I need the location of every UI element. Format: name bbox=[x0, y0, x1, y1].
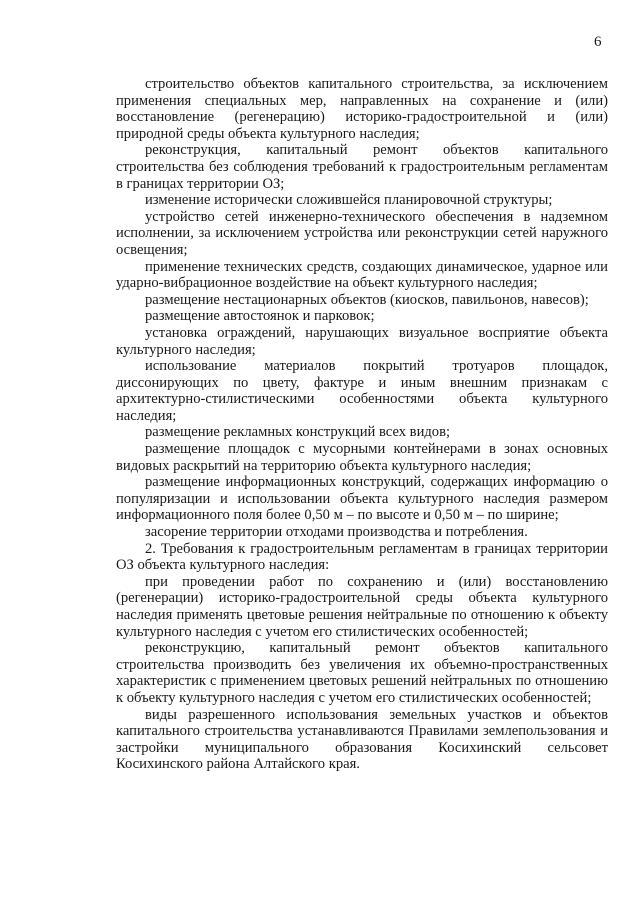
paragraph: размещение площадок с мусорными контейнерами в зонах основных видовых раскрытий на территорию объекта культурного наследия; bbox=[116, 441, 608, 474]
paragraph: устройство сетей инженерно-технического обеспечения в надземном исполнении, за исключением устройства или реконструкции сетей наружного освещения; bbox=[116, 208, 608, 258]
paragraph: размещение рекламных конструкций всех видов; bbox=[145, 424, 451, 441]
paragraph: строительство объектов капитального строительства, за исключением применения специальных мер, направленных на сохранение и (или) восстановление (регенерацию) историко-градостроительной и (или) природной среды объекта культурного наследия; bbox=[116, 76, 608, 142]
paragraph: виды разрешенного использования земельных участков и объектов капитального строительства устанавливаются Правилами землепользования и застройки муниципального образования Косихинский сельсовет Косихинского района Алтайского края. bbox=[116, 706, 608, 773]
paragraph: размещение нестационарных объектов (киосков, павильонов, навесов); bbox=[145, 291, 589, 308]
paragraph: размещение информационных конструкций, содержащих информацию о популяризации и использовании объекта культурного наследия размером информационного поля более 0,50 м – по высоте и 0,50 м – по ширине; bbox=[116, 474, 608, 524]
paragraph: реконструкцию, капитальный ремонт объектов капитального строительства производить без увеличения их объемно-пространственных характеристик с применением цветовых решений нейтральных по отношению к объекту культурного наследия с учетом его стилистических особенностей; bbox=[116, 640, 608, 706]
paragraph: реконструкция, капитальный ремонт объектов капитального строительства без соблюдения требований к градостроительным регламентам в границах территории ОЗ; bbox=[116, 142, 608, 192]
paragraph: размещение автостоянок и парковок; bbox=[145, 308, 375, 325]
page-number: 6 bbox=[594, 34, 602, 50]
paragraph: изменение исторически сложившейся планировочной структуры; bbox=[145, 192, 553, 209]
paragraph: использование материалов покрытий тротуаров площадок, диссонирующих по цвету, фактуре и иным внешним признакам с архитектурно-стилистическими особенностями объекта культурного наследия; bbox=[116, 358, 608, 424]
section-heading-paragraph: 2. Требования к градостроительным регламентам в границах территории ОЗ объекта культурного наследия: bbox=[116, 540, 608, 574]
paragraph: засорение территории отходами производства и потребления. bbox=[145, 524, 528, 541]
paragraph: установка ограждений, нарушающих визуальное восприятие объекта культурного наследия; bbox=[116, 324, 608, 358]
paragraph: при проведении работ по сохранению и (или) восстановлению (регенерации) историко-градостроительной среды объекта культурного наследия применять цветовые решения нейтральные по отношению к объекту культурного наследия с учетом его стилистических особенностей; bbox=[116, 573, 608, 640]
paragraph: применение технических средств, создающих динамическое, ударное или ударно-вибрационное воздействие на объект культурного наследия; bbox=[116, 258, 608, 292]
document-body bbox=[116, 76, 608, 773]
